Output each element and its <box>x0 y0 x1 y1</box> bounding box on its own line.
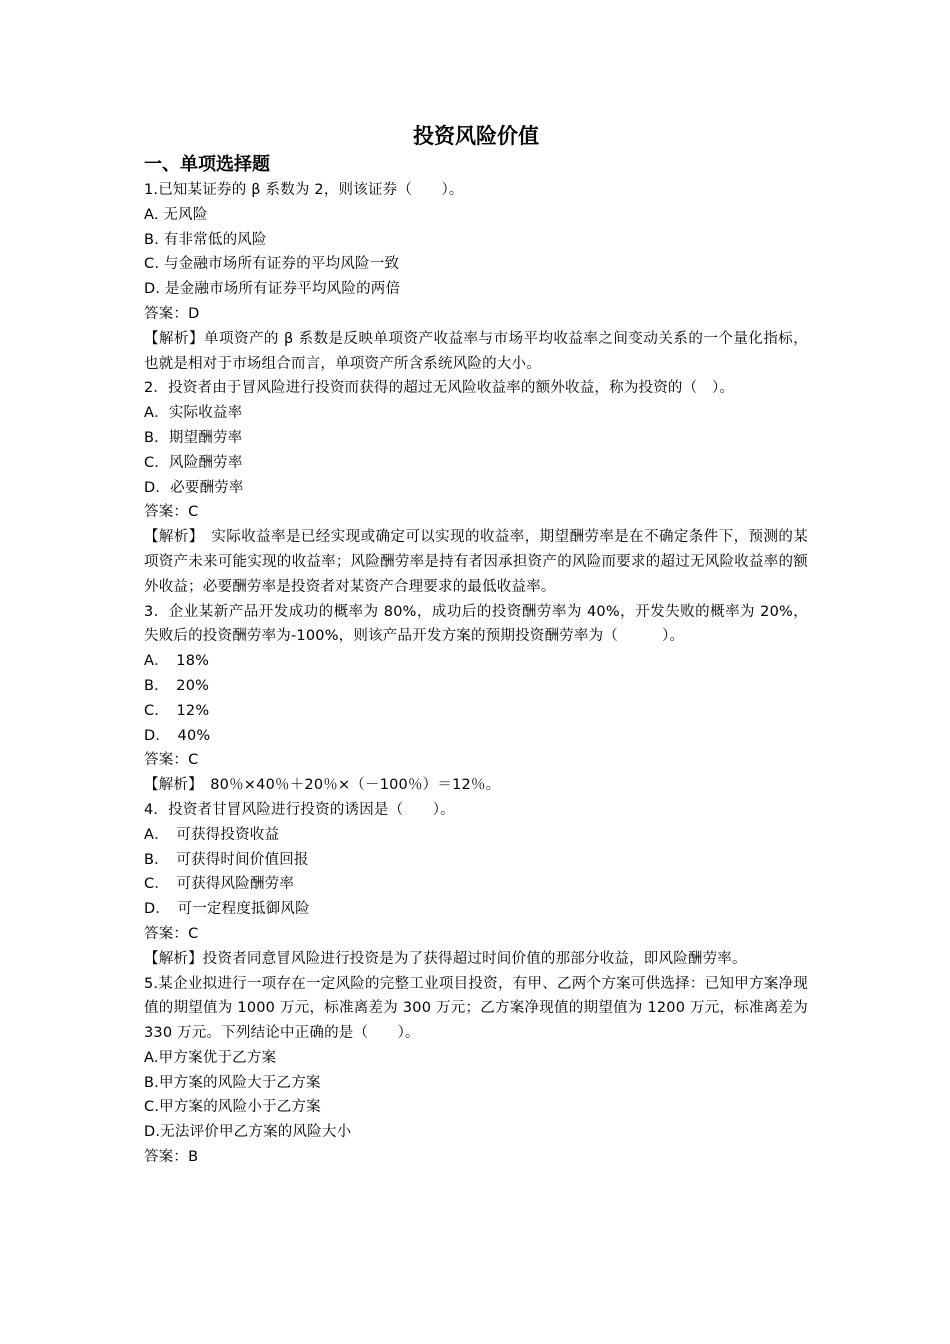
answer: 答案：D <box>144 305 200 322</box>
option-b: B． 可获得时间价值回报 <box>144 851 309 868</box>
question-stem: 4．投资者甘冒风险进行投资的诱因是（ ）。 <box>144 801 455 818</box>
answer: 答案：C <box>144 752 199 769</box>
option-a: A． 18% <box>144 653 210 670</box>
question-stem: 5.某企业拟进行一项存在一定风险的完整工业项目投资，有甲、乙两个方案可供选择：已知甲方案净现值的期望值为 1000 万元，标准离差为 300 万元；乙方案净现值的期望值为 1200 万元，标准离差为 330 万元。下列结论中正确的是（ ）。 <box>144 975 808 1042</box>
option-c: C． 12% <box>144 702 210 719</box>
document-title: 投资风险价值 <box>413 124 539 148</box>
option-c: C． 可获得风险酬劳率 <box>144 876 295 893</box>
analysis: 【解析】 实际收益率是已经实现或确定可以实现的收益率，期望酬劳率是在不确定条件下，预测的某项资产未来可能实现的收益率；风险酬劳率是持有者因承担资产的风险而要求的超过无风险收益率的额外收益；必要酬劳率是投资者对某资产合理要求的最低收益率。 <box>144 529 808 595</box>
question-3 <box>144 600 808 798</box>
section-heading: 一、单项选择题 <box>144 154 270 175</box>
option-b: B. 有非常低的风险 <box>144 231 267 248</box>
analysis: 【解析】投资者同意冒风险进行投资是为了获得超过时间价值的那部分收益，即风险酬劳率。 <box>144 950 747 967</box>
option-a: A. 无风险 <box>144 206 208 223</box>
option-c: C.甲方案的风险小于乙方案 <box>144 1099 321 1116</box>
option-c: C．风险酬劳率 <box>144 454 243 471</box>
analysis: 【解析】单项资产的 β 系数是反映单项资产收益率与市场平均收益率之间变动关系的一个量化指标，也就是相对于市场组合而言，单项资产所含系统风险的大小。 <box>144 330 808 372</box>
option-c: C. 与金融市场所有证券的平均风险一致 <box>144 256 400 273</box>
option-d: D．必要酬劳率 <box>144 479 244 496</box>
option-a: A． 可获得投资收益 <box>144 826 280 843</box>
option-a: A．实际收益率 <box>144 405 243 422</box>
option-d: D． 40% <box>144 727 211 744</box>
document-body <box>144 120 808 1170</box>
answer: 答案：B <box>144 1149 199 1166</box>
question-4 <box>144 798 808 972</box>
option-d: D． 可一定程度抵御风险 <box>144 901 310 918</box>
question-2 <box>144 376 808 599</box>
question-stem: 1.已知某证券的 β 系数为 2，则该证券（ ）。 <box>144 182 464 198</box>
option-b: B．期望酬劳率 <box>144 429 243 446</box>
question-1 <box>144 178 808 376</box>
analysis: 【解析】 80％×40％＋20％×（－100％）＝12％。 <box>144 777 501 794</box>
option-b: B． 20% <box>144 677 210 694</box>
answer: 答案：C <box>144 504 199 521</box>
option-d: D.无法评价甲乙方案的风险大小 <box>144 1124 352 1141</box>
question-5 <box>144 972 808 1170</box>
option-a: A.甲方案优于乙方案 <box>144 1049 277 1066</box>
answer: 答案：C <box>144 925 199 942</box>
question-stem: 3．企业某新产品开发成功的概率为 80%，成功后的投资酬劳率为 40%，开发失败的概率为 20%，失败后的投资酬劳率为-100%，则该产品开发方案的预期投资酬劳率为（ ）。 <box>144 603 808 645</box>
option-b: B.甲方案的风险大于乙方案 <box>144 1074 321 1091</box>
option-d: D. 是金融市场所有证券平均风险的两倍 <box>144 281 401 298</box>
question-stem: 2．投资者由于冒风险进行投资而获得的超过无风险收益率的额外收益，称为投资的（ ）。 <box>144 380 735 397</box>
